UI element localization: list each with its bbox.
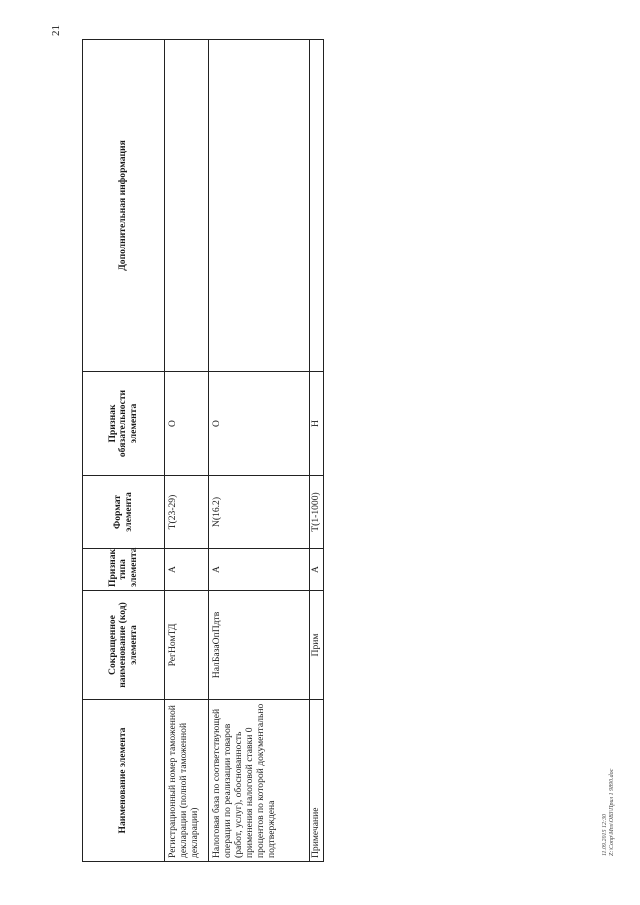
cell-short-name: НалБазаОпПдтв — [209, 591, 310, 700]
cell-mandatory-sign: О — [209, 372, 310, 476]
cell-type-sign: А — [165, 549, 209, 591]
stamp-path: Z:\Сопр\Mns\ОВЗ\Прил 1 9890.doc — [609, 768, 615, 856]
cell-element-name: Регистрационный номер таможенной декларации (полной таможенной декларации) — [165, 700, 209, 862]
cell-additional-info — [165, 40, 209, 372]
stamp-date: 11.09.2015 12:30 — [602, 813, 608, 856]
cell-mandatory-sign: О — [165, 372, 209, 476]
cell-type-sign: А — [310, 549, 324, 591]
file-stamp — [602, 769, 616, 856]
cell-short-name: Прим — [310, 591, 324, 700]
table-row — [165, 40, 209, 862]
header-short-name: Сокращенное наименование (код) элемента — [83, 591, 165, 700]
table-row — [310, 40, 324, 862]
cell-element-name: Примечание — [310, 700, 324, 862]
page-number: 21 — [50, 25, 62, 36]
header-additional-info: Дополнительная информация — [83, 40, 165, 372]
element-table — [82, 39, 324, 862]
cell-additional-info — [209, 40, 310, 372]
table-header-row — [83, 40, 165, 862]
cell-element-name: Налоговая база по соответствующей операции по реализации товаров (работ, услуг), обоснованность применения налоговой ставки 0 процентов по которой документально подтверждена — [209, 700, 310, 862]
cell-format: T(1-1000) — [310, 476, 324, 549]
header-mandatory-sign: Признак обязательности элемента — [83, 372, 165, 476]
header-element-name: Наименование элемента — [83, 700, 165, 862]
cell-additional-info — [310, 40, 324, 372]
cell-short-name: РегНомТД — [165, 591, 209, 700]
cell-mandatory-sign: Н — [310, 372, 324, 476]
cell-format: N(16.2) — [209, 476, 310, 549]
cell-format: T(23-29) — [165, 476, 209, 549]
cell-type-sign: А — [209, 549, 310, 591]
element-table-container — [82, 40, 321, 862]
table-row — [209, 40, 310, 862]
header-type-sign: Признак типа элемента — [83, 549, 165, 591]
header-format: Формат элемента — [83, 476, 165, 549]
